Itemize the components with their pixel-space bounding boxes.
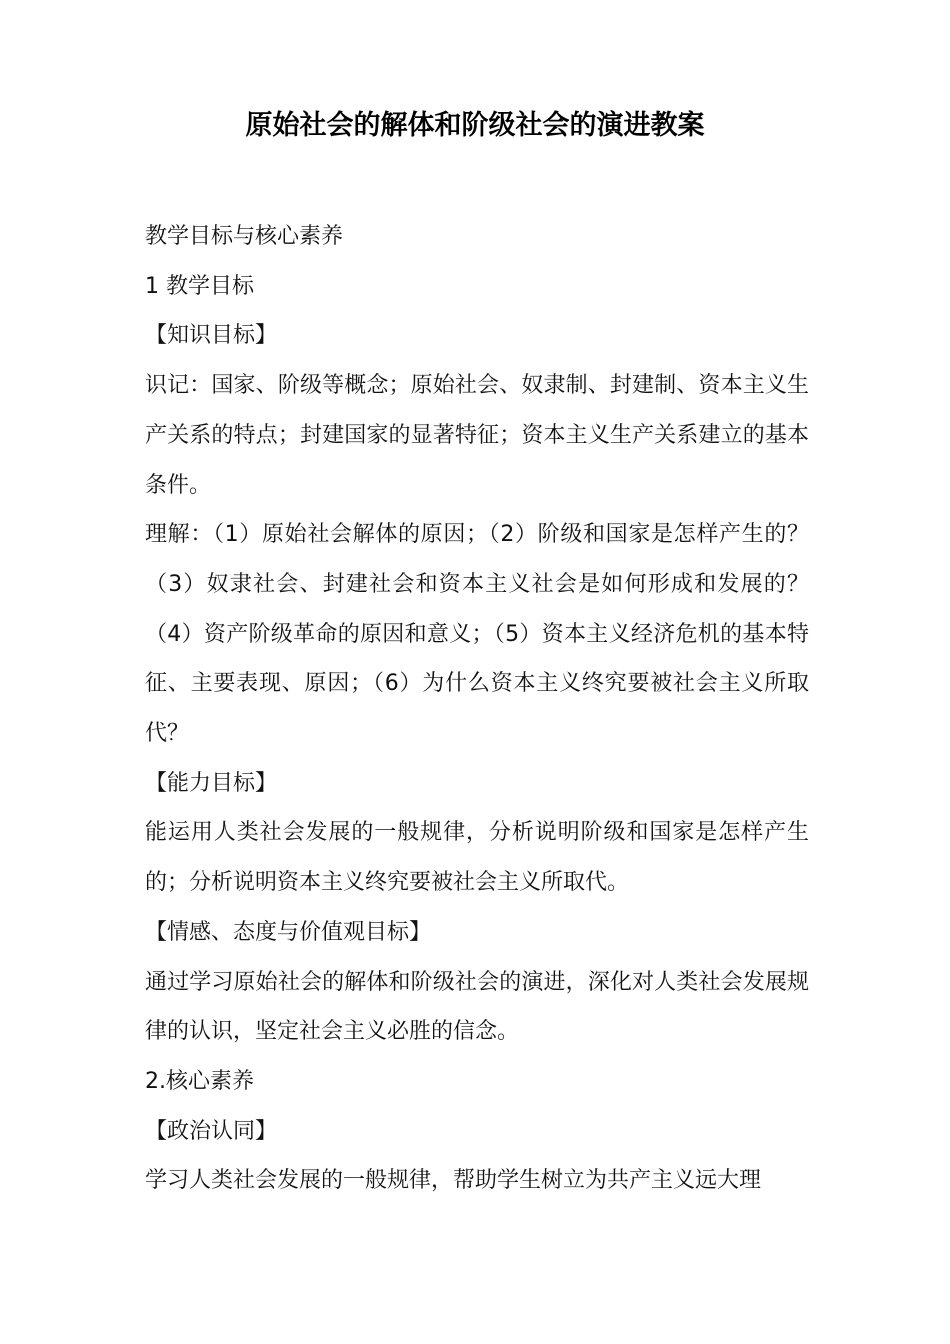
subheading-political-identity: 【政治认同】: [145, 1118, 278, 1144]
document-body: [145, 212, 809, 1206]
paragraph-emotion: 通过学习原始社会的解体和阶级社会的演进，深化对人类社会发展规律的认识，坚定社会主义必胜的信念。: [145, 969, 809, 1045]
section-heading-objectives-and-literacy: 教学目标与核心素养: [145, 224, 344, 249]
subheading-emotion-attitude-values: 【情感、态度与价值观目标】: [145, 919, 432, 945]
paragraph-understand: 理解：（1）原始社会解体的原因；（2）阶级和国家是怎样产生的？（3）奴隶社会、封建社会和资本主义社会是如何形成和发展的？（4）资产阶级革命的原因和意义；（5）资本主义经济危机的基本特征、主要表现、原因；（6）为什么资本主义终究要被社会主义所取代？: [145, 522, 809, 747]
paragraph-ability: 能运用人类社会发展的一般规律，分析说明阶级和国家是怎样产生的；分析说明资本主义终究要被社会主义所取代。: [145, 820, 809, 896]
document-title: 原始社会的解体和阶级社会的演进教案: [245, 110, 705, 141]
section-heading-core-literacy: 2.核心素养: [145, 1068, 254, 1094]
paragraph-memorize: 识记：国家、阶级等概念；原始社会、奴隶制、封建制、资本主义生产关系的特点；封建国家的显著特征；资本主义生产关系建立的基本条件。: [145, 373, 809, 498]
subheading-ability-objectives: 【能力目标】: [145, 770, 278, 796]
section-heading-teaching-objectives: 1 教学目标: [145, 273, 254, 299]
subheading-knowledge-objectives: 【知识目标】: [145, 323, 278, 349]
paragraph-political-identity: 学习人类社会发展的一般规律，帮助学生树立为共产主义远大理: [145, 1168, 762, 1194]
